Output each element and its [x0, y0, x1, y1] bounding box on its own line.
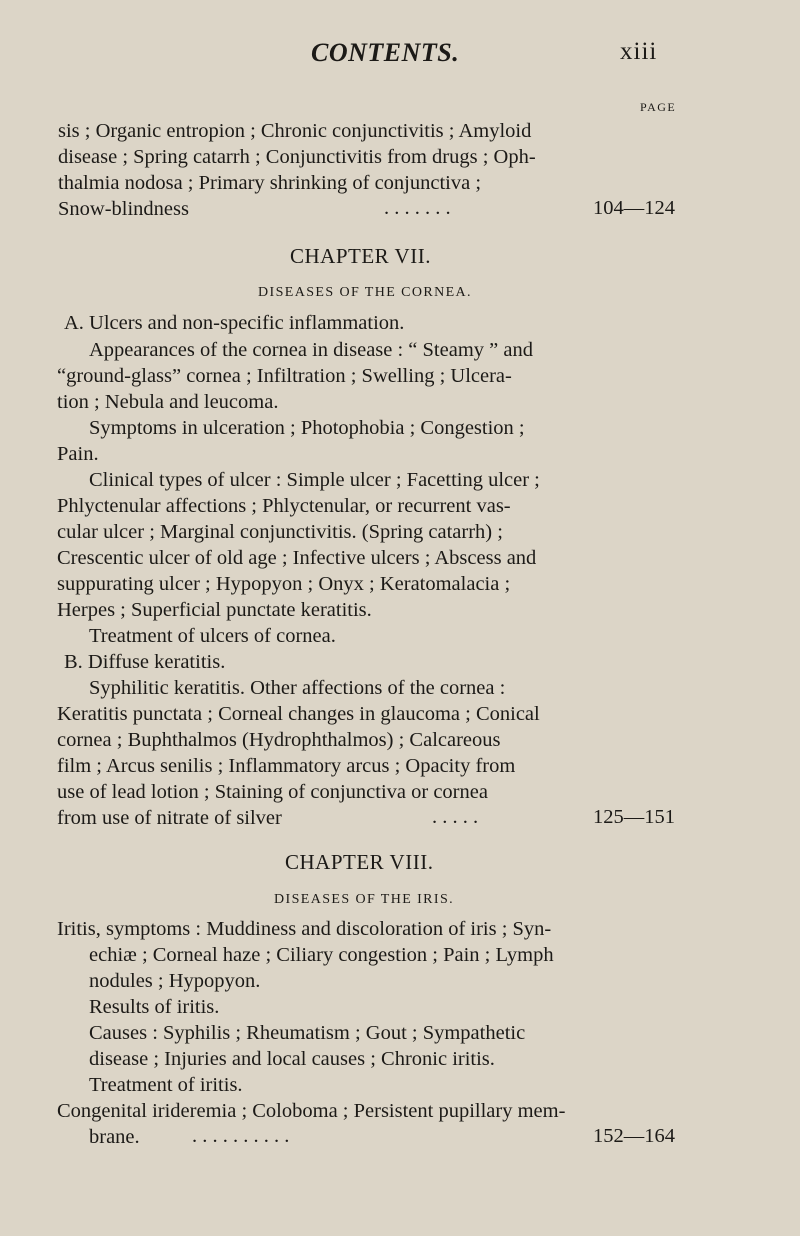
running-header-title: CONTENTS.: [311, 38, 460, 67]
toc-line: Crescentic ulcer of old age ; Infective ulcers ; Abscess and: [57, 547, 537, 569]
toc-line: brane.: [89, 1126, 140, 1148]
page-range: 152—164: [593, 1125, 675, 1147]
chapter-title: CHAPTER VII.: [290, 244, 431, 268]
chapter-subtitle: DISEASES OF THE CORNEA.: [258, 285, 472, 300]
toc-line: from use of nitrate of silver: [57, 807, 282, 829]
page-range: 104—124: [593, 197, 675, 219]
toc-line: sis ; Organic entropion ; Chronic conjunctivitis ; Amyloid: [58, 120, 532, 142]
toc-line: Causes : Syphilis ; Rheumatism ; Gout ; Sympathetic: [89, 1022, 526, 1044]
toc-line: Phlyctenular affections ; Phlyctenular, or recurrent vas-: [57, 495, 511, 517]
toc-line: Symptoms in ulceration ; Photophobia ; Congestion ;: [89, 417, 525, 439]
toc-line: “ground-glass” cornea ; Infiltration ; Swelling ; Ulcera-: [57, 365, 512, 387]
toc-line: Syphilitic keratitis. Other affections of the cornea :: [89, 677, 506, 699]
page-column-label: PAGE: [640, 100, 677, 114]
toc-line: Herpes ; Superficial punctate keratitis.: [57, 599, 372, 621]
toc-line: disease ; Injuries and local causes ; Chronic iritis.: [89, 1048, 495, 1070]
page-number: xiii: [620, 38, 658, 65]
page-range: 125—151: [593, 806, 675, 828]
toc-line: cornea ; Buphthalmos (Hydrophthalmos) ; Calcareous: [57, 729, 501, 751]
toc-line: suppurating ulcer ; Hypopyon ; Onyx ; Keratomalacia ;: [57, 573, 511, 595]
toc-line: Snow-blindness: [58, 198, 189, 220]
toc-line: film ; Arcus senilis ; Inflammatory arcus ; Opacity from: [57, 755, 516, 777]
toc-line: Appearances of the cornea in disease : “ Steamy ” and: [89, 339, 533, 361]
chapter-subtitle: DISEASES OF THE IRIS.: [274, 892, 455, 907]
toc-line: tion ; Nebula and leucoma.: [57, 391, 279, 413]
chapter-title: CHAPTER VIII.: [285, 850, 434, 874]
toc-line: echiæ ; Corneal haze ; Ciliary congestion ; Pain ; Lymph: [89, 944, 554, 966]
section-heading: A. Ulcers and non-specific inflammation.: [64, 312, 405, 334]
toc-line: Iritis, symptoms : Muddiness and discoloration of iris ; Syn-: [57, 918, 552, 940]
toc-line: Results of iritis.: [89, 996, 220, 1018]
leader-dots: . . . . . . .: [384, 197, 451, 219]
toc-line: cular ulcer ; Marginal conjunctivitis. (Spring catarrh) ;: [57, 521, 503, 543]
toc-line: disease ; Spring catarrh ; Conjunctivitis from drugs ; Oph-: [58, 146, 536, 168]
toc-line: Pain.: [57, 443, 99, 465]
toc-line: Treatment of iritis.: [89, 1074, 243, 1096]
toc-line: thalmia nodosa ; Primary shrinking of conjunctiva ;: [58, 172, 482, 194]
toc-line: Keratitis punctata ; Corneal changes in glaucoma ; Conical: [57, 703, 540, 725]
toc-line: Clinical types of ulcer : Simple ulcer ; Facetting ulcer ;: [89, 469, 540, 491]
toc-line: use of lead lotion ; Staining of conjunctiva or cornea: [57, 781, 488, 803]
leader-dots: . . . . . . . . . .: [192, 1125, 290, 1147]
toc-line: Congenital irideremia ; Coloboma ; Persistent pupillary mem-: [57, 1100, 566, 1122]
section-heading: B. Diffuse keratitis.: [64, 651, 226, 673]
toc-line: Treatment of ulcers of cornea.: [89, 625, 336, 647]
toc-line: nodules ; Hypopyon.: [89, 970, 261, 992]
leader-dots: . . . . .: [432, 806, 479, 828]
